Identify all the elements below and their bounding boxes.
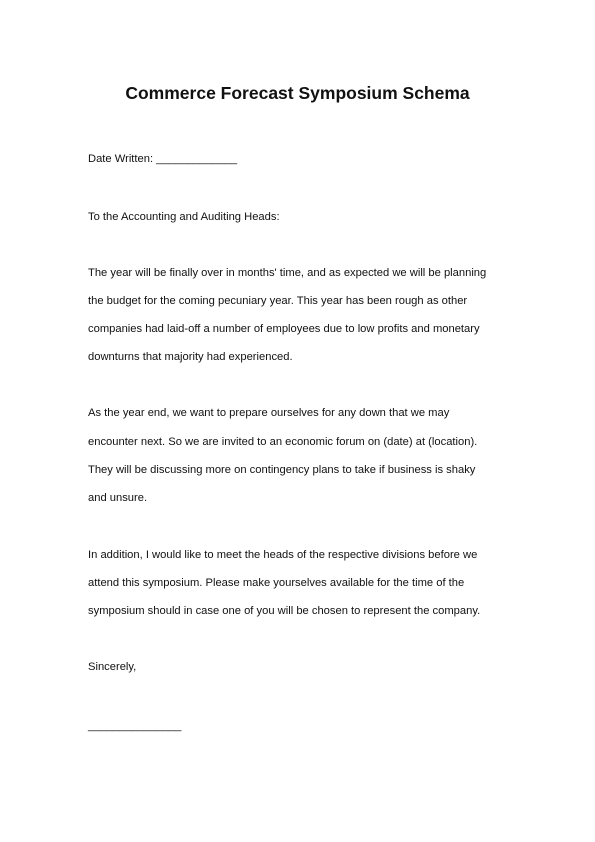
paragraph-line: They will be discussing more on contingency plans to take if business is shaky	[88, 464, 476, 476]
paragraph-line: the budget for the coming pecuniary year. This year has been rough as other	[88, 295, 468, 307]
paragraph-line: As the year end, we want to prepare ourselves for any down that we may	[88, 407, 450, 419]
paragraph-line: In addition, I would like to meet the heads of the respective divisions before we	[88, 549, 478, 561]
document-title: Commerce Forecast Symposium Schema	[125, 83, 470, 103]
paragraph-line: downturns that majority had experienced.	[88, 351, 293, 363]
salutation: To the Accounting and Auditing Heads:	[88, 211, 280, 223]
paragraph-line: attend this symposium. Please make yourselves available for the time of the	[88, 577, 465, 589]
paragraph-line: and unsure.	[88, 492, 148, 504]
closing: Sincerely,	[88, 661, 137, 673]
paragraph-line: The year will be finally over in months' time, and as expected we will be planning	[88, 267, 487, 279]
paragraph-line: companies had laid-off a number of employees due to low profits and monetary	[88, 323, 480, 335]
signature-line: _______________	[88, 720, 182, 732]
paragraph-line: encounter next. So we are invited to an economic forum on (date) at (location).	[88, 436, 478, 448]
paragraph-line: symposium should in case one of you will be chosen to represent the company.	[88, 605, 481, 617]
date-written-line: Date Written: _____________	[88, 153, 238, 165]
